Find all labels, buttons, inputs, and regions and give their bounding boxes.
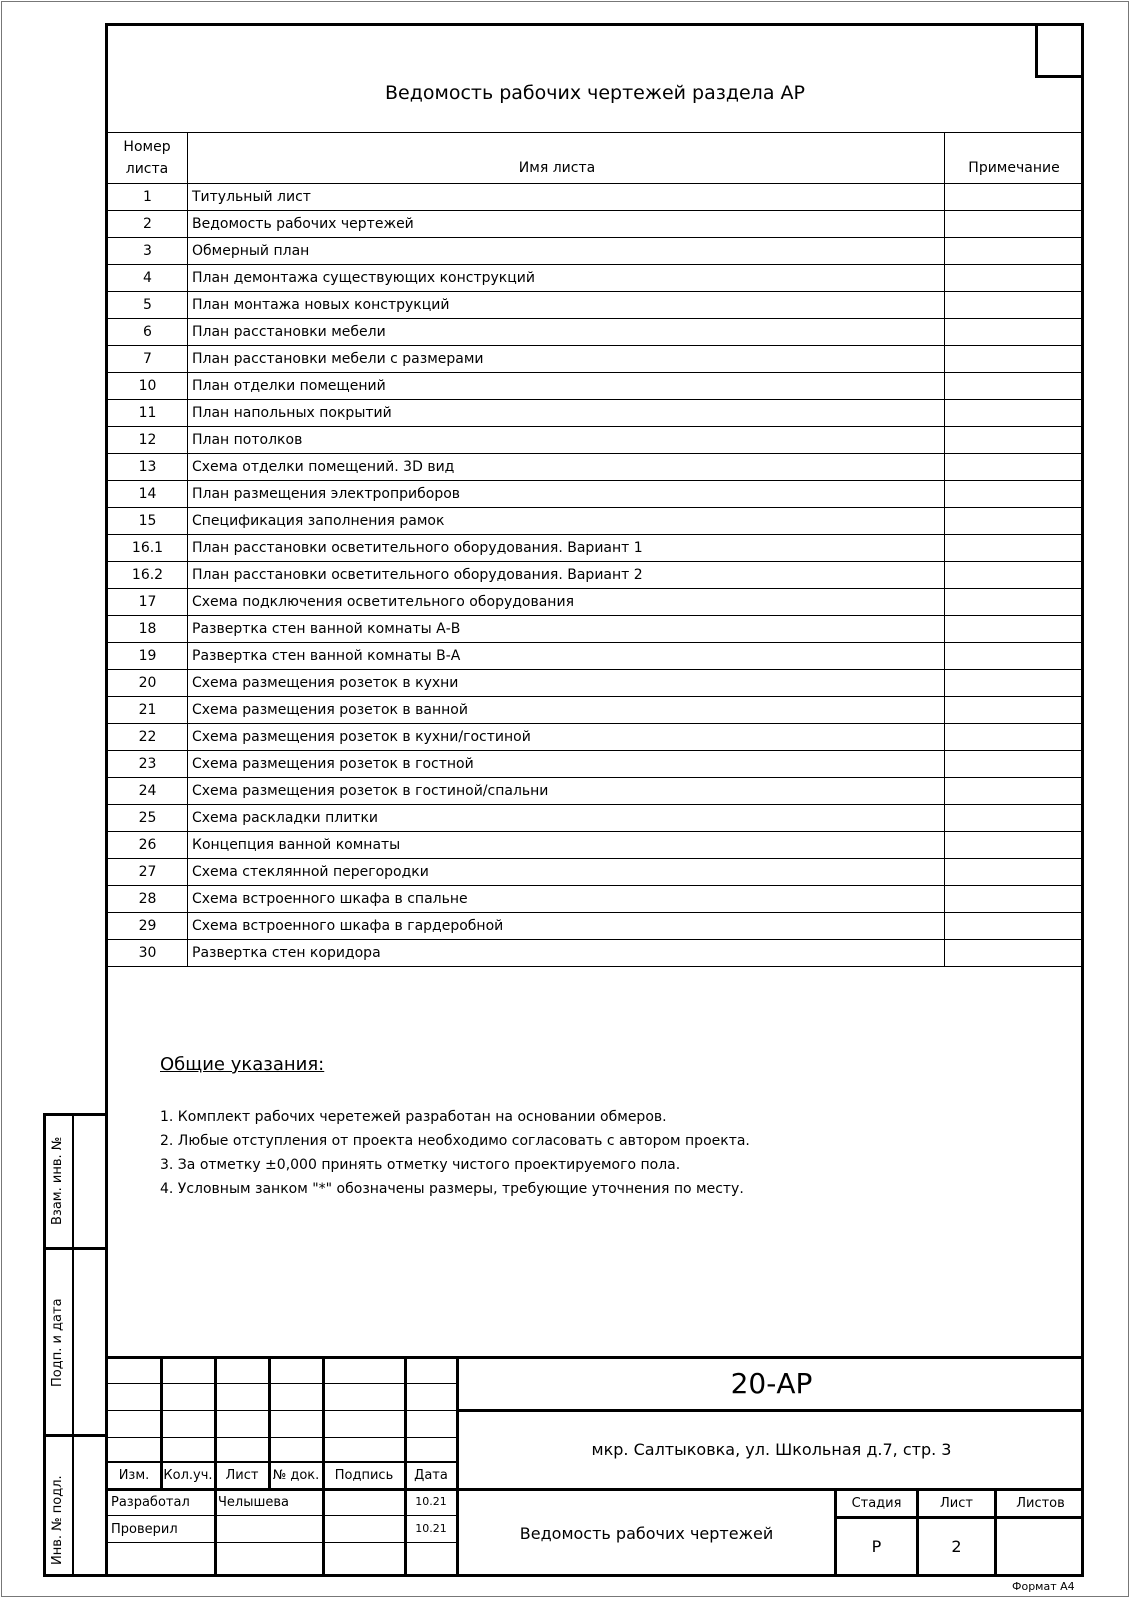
- sheet-name: Схема встроенного шкафа в спальне: [192, 891, 468, 907]
- checked-date: 10.21: [415, 1522, 447, 1535]
- sheet-number: 13: [138, 459, 157, 475]
- sheet-number: 16.1: [131, 540, 164, 556]
- sheet-name: Титульный лист: [192, 189, 311, 205]
- table-row-line: [108, 939, 1083, 940]
- sheet-name: Схема встроенного шкафа в гардеробной: [192, 918, 504, 934]
- table-row-line: [108, 777, 1083, 778]
- notes-heading: Общие указания:: [160, 1054, 325, 1075]
- tb-row-4: [108, 1461, 456, 1463]
- sheet-name: Схема подключения осветительного оборудования: [192, 594, 574, 610]
- inv-label: Инв. № подл.: [50, 1475, 65, 1565]
- tb-header-ndok: № док.: [272, 1468, 320, 1483]
- col-name-header: Имя листа: [518, 160, 596, 176]
- sheet-number: 4: [143, 270, 152, 286]
- sheet-number: 27: [138, 864, 157, 880]
- project-address: мкр. Салтыковка, ул. Школьная д.7, стр. 3: [591, 1440, 952, 1459]
- table-row-line: [108, 291, 1083, 292]
- tb-row-2: [108, 1410, 456, 1411]
- tb-col-4: [322, 1356, 325, 1577]
- sheet-number: 5: [143, 297, 152, 313]
- podp-label: Подп. и дата: [50, 1298, 65, 1387]
- sheet-name: План размещения электроприборов: [192, 486, 461, 502]
- tb-col-2: [214, 1356, 217, 1577]
- sheet-number: 10: [138, 378, 157, 394]
- sheet-number: 28: [138, 891, 157, 907]
- sheet-name: Ведомость рабочих чертежей: [192, 216, 414, 232]
- sheet-number: 3: [143, 243, 152, 259]
- sheet-number: 12: [138, 432, 157, 448]
- sheet-name: Схема размещения розеток в кухни/гостиной: [192, 729, 531, 745]
- sheet-name: Концепция ванной комнаты: [192, 837, 401, 853]
- sheet-label: Лист: [940, 1496, 973, 1511]
- title-block-code-sep: [456, 1409, 1084, 1412]
- sheet-number: 11: [138, 405, 157, 421]
- table-row-line: [108, 426, 1083, 427]
- sheet-name: План напольных покрытий: [192, 405, 392, 421]
- tb-row-5: [108, 1515, 456, 1516]
- note-2: 2. Любые отступления от проекта необходимо согласовать с автором проекта.: [160, 1133, 750, 1149]
- sheet-number: 6: [143, 324, 152, 340]
- vzam-label: Взам. инв. №: [50, 1136, 65, 1225]
- sheet-name: Схема размещения розеток в гостиной/спальни: [192, 783, 549, 799]
- table-row-line: [108, 912, 1083, 913]
- table-row-line: [108, 453, 1083, 454]
- tb-header-koluch: Кол.уч.: [163, 1468, 213, 1483]
- side-stamp-sep-2: [43, 1434, 108, 1437]
- table-row-line: [108, 534, 1083, 535]
- tb-row-3: [108, 1437, 456, 1438]
- table-row-line: [108, 372, 1083, 373]
- sheet-number: 15: [138, 513, 157, 529]
- sheet-name: Схема стеклянной перегородки: [192, 864, 429, 880]
- tb-header-data: Дата: [414, 1468, 448, 1483]
- sheet-number: 17: [138, 594, 157, 610]
- sheet-number: 25: [138, 810, 157, 826]
- sheet-name: План потолков: [192, 432, 303, 448]
- table-row-line: [108, 480, 1083, 481]
- stage-row-sep: [834, 1516, 1084, 1519]
- sheet-name: Развертка стен коридора: [192, 945, 381, 961]
- table-header-line: [108, 183, 1083, 184]
- tb-header-podpis: Подпись: [334, 1468, 394, 1483]
- corner-box-bottom: [1035, 75, 1084, 78]
- developed-label: Разработал: [111, 1495, 190, 1510]
- sheet-value: 2: [951, 1537, 962, 1556]
- sheet-number: 19: [138, 648, 157, 664]
- table-row-line: [108, 669, 1083, 670]
- table-row-line: [108, 723, 1083, 724]
- col-num-header-line1: Номер: [123, 139, 171, 155]
- table-col-divider-2: [944, 132, 945, 966]
- page-title: Ведомость рабочих чертежей раздела АР: [385, 82, 805, 104]
- table-row-line: [108, 750, 1083, 751]
- sheet-name: Спецификация заполнения рамок: [192, 513, 445, 529]
- table-row-line: [108, 642, 1083, 643]
- table-row-line: [108, 237, 1083, 238]
- sheet-name: План расстановки осветительного оборудования. Вариант 1: [192, 540, 643, 556]
- side-stamp-sep-1: [43, 1247, 108, 1250]
- sheet-number: 30: [138, 945, 157, 961]
- table-col-divider-1: [187, 132, 188, 966]
- table-row-line: [108, 264, 1083, 265]
- table-row-line: [108, 831, 1083, 832]
- sheet-name: Обмерный план: [192, 243, 310, 259]
- sheet-number: 7: [143, 351, 152, 367]
- tb-row-6: [108, 1542, 456, 1543]
- sheet-number: 26: [138, 837, 157, 853]
- tb-row-1: [108, 1383, 456, 1384]
- corner-box-left: [1035, 23, 1038, 78]
- sheet-name: Развертка стен ванной комнаты В-А: [192, 648, 461, 664]
- col-note-header: Примечание: [968, 160, 1060, 176]
- col-num-header-line2: листа: [125, 161, 169, 177]
- table-row-line: [108, 399, 1083, 400]
- developed-date: 10.21: [415, 1495, 447, 1508]
- sheet-number: 14: [138, 486, 157, 502]
- sheet-title: Ведомость рабочих чертежей: [519, 1524, 774, 1543]
- sheet-number: 18: [138, 621, 157, 637]
- sheet-number: 16.2: [131, 567, 164, 583]
- sheet-number: 24: [138, 783, 157, 799]
- side-stamp-divider: [72, 1113, 74, 1577]
- checked-label: Проверил: [111, 1522, 178, 1537]
- table-row-line: [108, 804, 1083, 805]
- table-row-line: [108, 588, 1083, 589]
- sheet-name: План отделки помещений: [192, 378, 386, 394]
- sheet-name: План расстановки мебели: [192, 324, 386, 340]
- table-row-line: [108, 885, 1083, 886]
- table-row-line: [108, 858, 1083, 859]
- sheet-name: План демонтажа существующих конструкций: [192, 270, 535, 286]
- title-block-top: [105, 1356, 1084, 1359]
- developed-name: Челышева: [218, 1495, 290, 1510]
- sheet-name: Схема размещения розеток в ванной: [192, 702, 468, 718]
- tb-header-izm: Изм.: [118, 1468, 150, 1483]
- stage-value: Р: [871, 1537, 882, 1556]
- note-1: 1. Комплект рабочих черетежей разработан на основании обмеров.: [160, 1109, 667, 1125]
- sheet-name: Схема размещения розеток в кухни: [192, 675, 459, 691]
- tb-header-list: Лист: [225, 1468, 259, 1483]
- sheet-name: План расстановки осветительного оборудования. Вариант 2: [192, 567, 643, 583]
- sheet-number: 21: [138, 702, 157, 718]
- table-row-line: [108, 966, 1083, 967]
- table-top-line: [108, 132, 1083, 133]
- project-code: 20-АР: [730, 1367, 813, 1400]
- sheet-number: 20: [138, 675, 157, 691]
- sheet-name: План расстановки мебели с размерами: [192, 351, 484, 367]
- table-row-line: [108, 615, 1083, 616]
- sheet-number: 2: [143, 216, 152, 232]
- note-4: 4. Условным занком "*" обозначены размеры, требующие уточнения по месту.: [160, 1181, 744, 1197]
- sheet-name: План монтажа новых конструкций: [192, 297, 450, 313]
- title-block-address-sep: [108, 1488, 1084, 1491]
- sheet-number: 22: [138, 729, 157, 745]
- tb-col-5: [404, 1356, 407, 1577]
- format-label: Формат А4: [1012, 1580, 1075, 1593]
- stage-label: Стадия: [851, 1496, 902, 1511]
- table-row-line: [108, 345, 1083, 346]
- table-row-line: [108, 507, 1083, 508]
- sheet-name: Схема размещения розеток в гостной: [192, 756, 474, 772]
- sheets-label: Листов: [1016, 1496, 1065, 1511]
- sheet-number: 29: [138, 918, 157, 934]
- sheet-number: 1: [143, 189, 152, 205]
- table-row-line: [108, 696, 1083, 697]
- sheet-name: Схема раскладки плитки: [192, 810, 379, 826]
- table-row-line: [108, 561, 1083, 562]
- sheet-number: 23: [138, 756, 157, 772]
- sheet-name: Схема отделки помещений. 3D вид: [192, 459, 455, 475]
- table-row-line: [108, 210, 1083, 211]
- note-3: 3. За отметку ±0,000 принять отметку чистого проектируемого пола.: [160, 1157, 681, 1173]
- sheet-name: Развертка стен ванной комнаты А-В: [192, 621, 461, 637]
- table-row-line: [108, 318, 1083, 319]
